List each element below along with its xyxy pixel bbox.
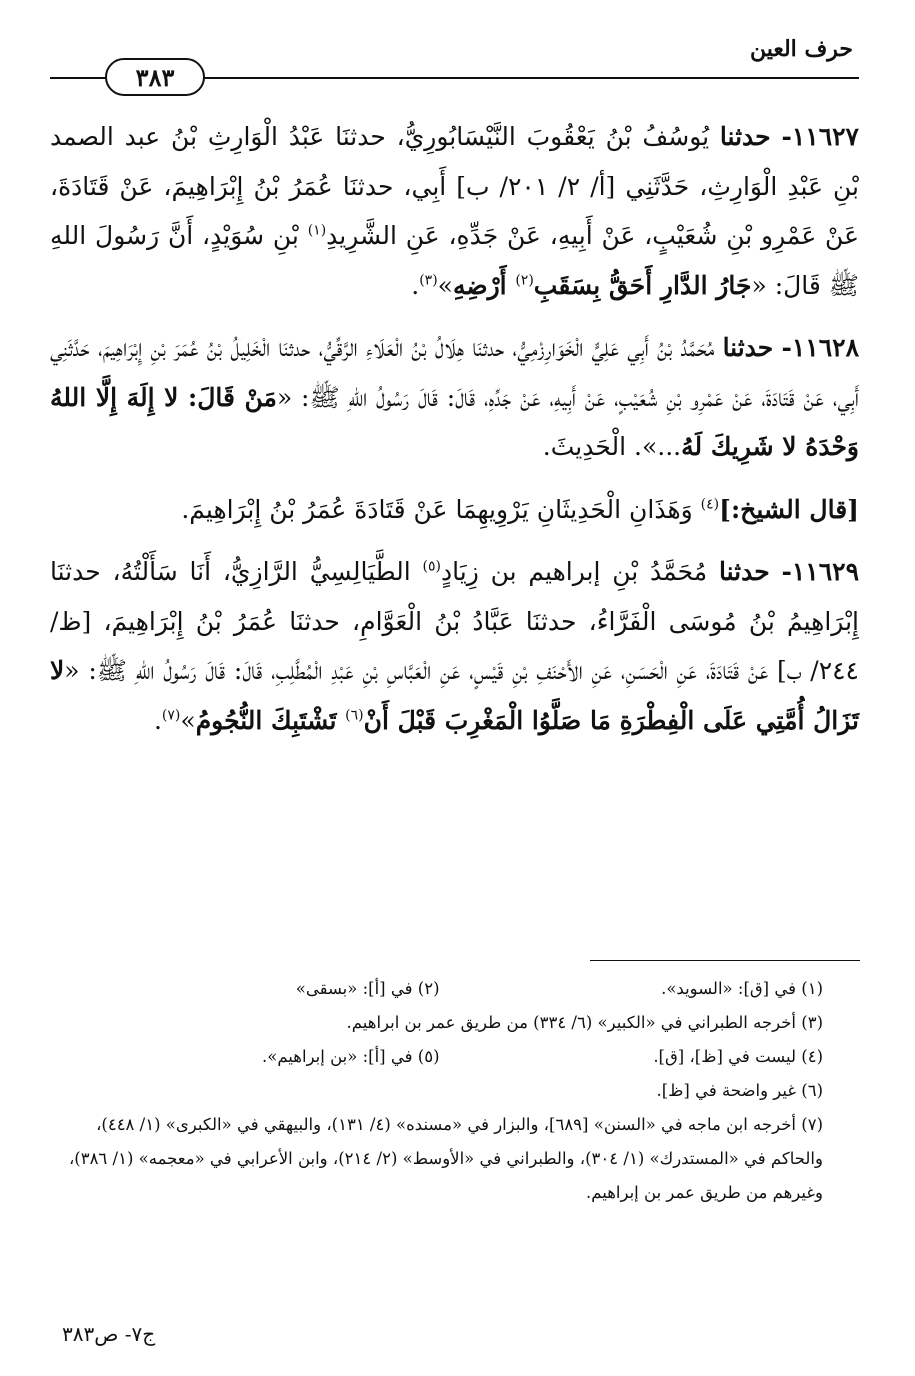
main-text (50, 112, 859, 758)
hadith-quote: لا تَزَالُ أُمَّتِي عَلَى الْفِطْرَةِ مَا صَلَّوُا الْمَغْرِبَ قَبْلَ أَنْ (50, 656, 859, 735)
volume-page-reference: ج٧- ص٣٨٣ (62, 1322, 156, 1346)
sheikh-note-text: وَهَذَانِ الْحَدِيثَانِ يَرْوِيهِمَا عَنْ قَتَادَةَ عُمَرُ بْنُ إِبْرَاهِيمَ. (181, 494, 701, 524)
isnad-text: مُحَمَّدُ بْنِ إبراهيم بن زِيَادٍ (440, 557, 719, 586)
footnote-3: (٣) أخرجه الطبراني في «الكبير» (٦/ ٣٣٤) من طريق عمر بن ابراهيم. (346, 1013, 823, 1032)
sheikh-note (50, 485, 859, 535)
hadith-quote: مَنْ قَالَ: لا إِلَهَ إِلَّا اللهُ وَحْدَهُ لا شَرِيكَ لَهُ (50, 382, 859, 461)
footnote-ref: (٤) (700, 496, 720, 513)
footnote-ref: (١) (307, 222, 327, 239)
footnote-4: (٤) ليست في [ظ]، [ق]. (653, 1047, 823, 1066)
footnote-6: (٦) غير واضحة في [ظ]. (656, 1081, 823, 1100)
footnotes (56, 972, 823, 1210)
quote-close: » (180, 705, 196, 735)
hadith-11627 (50, 112, 859, 310)
footnote-5: (٥) في [أ]: «بن إبراهيم». (261, 1047, 440, 1066)
hadith-11629 (50, 547, 859, 745)
footnote-row (56, 1040, 823, 1074)
footnote-row (56, 972, 823, 1006)
hadith-quote: تَشْتَبِكَ النُّجُومُ (195, 705, 346, 735)
narration-keyword: حدثنا (718, 557, 770, 586)
sentence-end: . (411, 270, 420, 300)
quote-close: » (437, 270, 453, 300)
hadith-number: ١١٦٢٨- (781, 333, 859, 362)
sheikh-label: [قال الشيخ:] (719, 494, 859, 524)
footnote-separator (590, 960, 860, 961)
footnote-1: (١) في [ق]: «السويد». (661, 979, 823, 998)
footnote-ref: (٣) (419, 272, 438, 289)
hadith-text-end: ...». الْحَدِيثَ. (542, 432, 682, 461)
hadith-quote: جَارُ الدَّارِ أَحَقُّ بِسَقَبِ (533, 270, 752, 300)
narration-keyword: حدثنا (722, 333, 774, 362)
footnote-ref: (٧) (161, 707, 181, 724)
isnad-text: بْنِ سُوَيْدٍ، أَنَّ رَسُولَ اللهِ ﷺ قَالَ: « (50, 221, 859, 300)
footnote-ref: (٦) (345, 707, 364, 724)
isnad-text: الطَّيَالِسِيُّ الرَّازِيُّ، أَنَا سَأَلْتُهُ، حدثنَا إِبْرَاهِيمُ بْنُ مُوسَى الْفَرَّاءُ، حدثنَا عَبَّادُ بْنُ الْعَوَّامِ، حدثنَا عُمَرُ بْنُ إِبْرَاهِيمَ، [ظ/ ٢٤٤/ ب] عَنْ قَتَادَةَ، عَنِ الْحَسَنِ، عَنِ الأَحْنَفِ بْنِ قَيْسٍ، عَنِ الْعَبَّاسِ بْنِ عَبْدِ الْمُطَّلِبِ، قَالَ: قَالَ رَسُولُ اللهِ ﷺ: « (50, 557, 859, 685)
sentence-end: . (153, 705, 162, 735)
page-number: ٣٨٣ (135, 62, 175, 92)
hadith-11628 (50, 323, 859, 472)
hadith-number: ١١٦٢٧- (781, 122, 859, 151)
page-number-badge (105, 58, 205, 96)
hadith-number: ١١٦٢٩- (781, 557, 860, 586)
chapter-title: حرف العين (749, 36, 853, 62)
isnad-text: مُحَمَّدُ بْنُ أَبِي عَلِيٍّ الْخَوَارِزْمِيُّ، حدثنَا هِلَالُ بْنُ الْعَلَاءِ الرَّقِّيُّ، حدثنَا الْخَلِيلُ بْنُ عُمَرَ بْنِ إِبْرَاهِيمَ، حَدَّثَنِي أَبِي، عَنْ قَتَادَةَ، عَنْ عَمْرِو بْنِ شُعَيْبٍ، عَنْ أَبِيهِ، عَنْ جَدِّهِ، قَالَ: قَالَ رَسُولُ اللهِ ﷺ: « (50, 333, 859, 412)
footnote-ref: (٢) (515, 272, 534, 289)
hadith-quote: أَرْضِهِ (452, 270, 516, 300)
footnote-2: (٢) في [أ]: «بسقى» (295, 979, 440, 998)
isnad-text: يُوسُفُ بْنُ يَعْقُوبَ النَّيْسَابُورِيُّ، حدثنَا عَبْدُ الْوَارِثِ بْنُ عبد الصمد بْنِ عَبْدِ الْوَارِثِ، حَدَّثَنِي [أ/ ٢/ ٢٠١/ ب] أَبِي، حدثنَا عُمَرُ بْنُ إِبْرَاهِيمَ، عَنْ قَتَادَةَ، عَنْ عَمْرِو بْنِ شُعَيْبٍ، عَنْ أَبِيهِ، عَنْ جَدِّهِ، عَنِ الشَّرِيدِ (50, 122, 859, 250)
footnote-7: (٧) أخرجه ابن ماجه في «السنن» [٦٨٩]، والبزار في «مسنده» (٤/ ١٣١)، والبيهقي في «الكبرى» (١/ ٤٤٨)، والحاكم في «المستدرك» (١/ ٣٠٤)، والطبراني في «الأوسط» (٢/ ٢١٤)، وابن الأعرابي في «معجمه» (١/ ٣٨٦)، وغيرهم من طريق عمر بن إبراهيم. (68, 1115, 823, 1202)
footnote-ref: (٥) (422, 558, 441, 575)
narration-keyword: حدثنا (719, 122, 771, 151)
